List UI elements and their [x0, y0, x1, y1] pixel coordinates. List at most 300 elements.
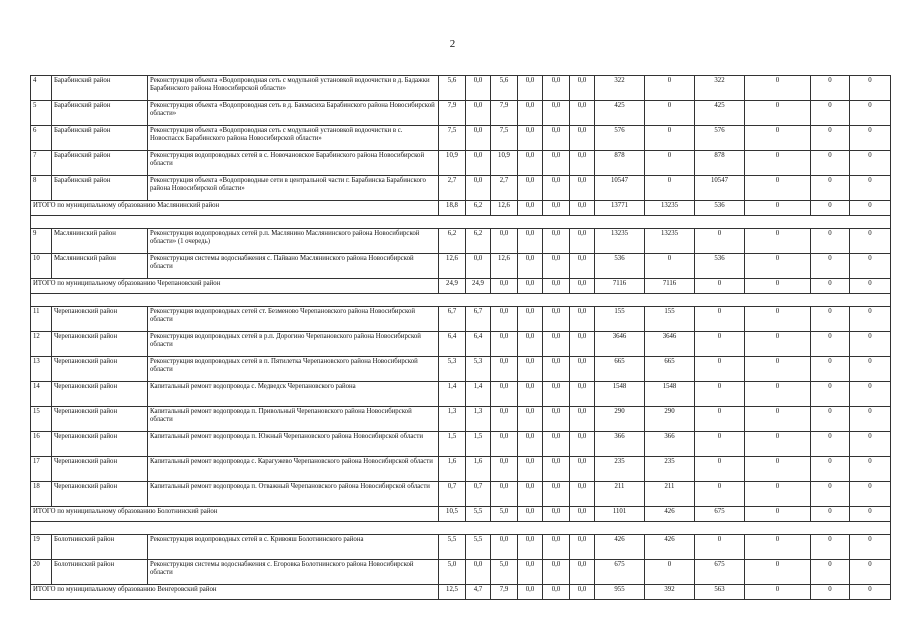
district-cell: Барабинский район — [52, 76, 148, 101]
value-cell: 0,0 — [466, 101, 491, 126]
value-cell: 0 — [811, 457, 850, 482]
district-cell: Болотнинский район — [52, 535, 148, 560]
table-row — [31, 357, 891, 382]
value-cell: 13235 — [645, 201, 695, 216]
value-cell: 0,0 — [518, 201, 543, 216]
value-cell: 0,0 — [570, 229, 595, 254]
value-cell: 0 — [745, 560, 811, 585]
value-cell: 0,0 — [570, 432, 595, 457]
value-cell: 0 — [850, 585, 891, 600]
row-number-cell: 5 — [31, 101, 52, 126]
value-cell: 0,0 — [570, 382, 595, 407]
value-cell: 10547 — [695, 176, 745, 201]
value-cell: 0,0 — [570, 407, 595, 432]
value-cell: 290 — [645, 407, 695, 432]
value-cell: 0 — [745, 535, 811, 560]
value-cell: 426 — [595, 535, 645, 560]
value-cell: 0,0 — [570, 560, 595, 585]
value-cell: 0 — [745, 482, 811, 507]
spacer-row — [31, 294, 891, 307]
value-cell: 12,5 — [439, 585, 466, 600]
value-cell: 0 — [850, 254, 891, 279]
value-cell: 7,5 — [439, 126, 466, 151]
value-cell: 7,9 — [439, 101, 466, 126]
value-cell: 18,8 — [439, 201, 466, 216]
value-cell: 0 — [811, 254, 850, 279]
value-cell: 12,6 — [491, 254, 518, 279]
spacer-cell — [31, 294, 891, 307]
description-cell: Капитальный ремонт водопровода с. Карагужево Черепановского района Новосибирской области — [148, 457, 439, 482]
spacer-row — [31, 522, 891, 535]
value-cell: 576 — [695, 126, 745, 151]
value-cell: 0 — [645, 176, 695, 201]
value-cell: 0,0 — [570, 279, 595, 294]
value-cell: 10,9 — [491, 151, 518, 176]
district-cell: Черепановский район — [52, 482, 148, 507]
value-cell: 1,3 — [466, 407, 491, 432]
district-cell: Черепановский район — [52, 332, 148, 357]
value-cell: 392 — [645, 585, 695, 600]
description-cell: Реконструкция объекта «Водопроводная сеть с модульной установкой водоочистки в с. Новоспасск Барабинского района Новосибирской области» — [148, 126, 439, 151]
value-cell: 536 — [695, 254, 745, 279]
value-cell: 235 — [595, 457, 645, 482]
value-cell: 0,0 — [570, 357, 595, 382]
description-cell: Реконструкция водопроводных сетей ст. Безменово Черепановского района Новосибирской области — [148, 307, 439, 332]
value-cell: 0 — [811, 151, 850, 176]
value-cell: 665 — [645, 357, 695, 382]
row-number-cell: 20 — [31, 560, 52, 585]
value-cell: 7,5 — [491, 126, 518, 151]
value-cell: 0,0 — [543, 407, 570, 432]
value-cell: 0,0 — [466, 151, 491, 176]
value-cell: 0,0 — [543, 560, 570, 585]
value-cell: 536 — [695, 201, 745, 216]
row-number-cell: 9 — [31, 229, 52, 254]
value-cell: 13235 — [645, 229, 695, 254]
value-cell: 0 — [811, 279, 850, 294]
value-cell: 0 — [745, 126, 811, 151]
description-cell: Капитальный ремонт водопровода п. Южный Черепановского района Новосибирской области — [148, 432, 439, 457]
value-cell: 0 — [850, 229, 891, 254]
value-cell: 0,0 — [570, 457, 595, 482]
value-cell: 0 — [645, 126, 695, 151]
value-cell: 0,0 — [491, 535, 518, 560]
district-cell: Барабинский район — [52, 176, 148, 201]
value-cell: 0,0 — [518, 432, 543, 457]
table-row — [31, 151, 891, 176]
value-cell: 5,0 — [491, 507, 518, 522]
value-cell: 0,0 — [491, 382, 518, 407]
value-cell: 1,3 — [439, 407, 466, 432]
value-cell: 0,0 — [466, 176, 491, 201]
value-cell: 0 — [745, 332, 811, 357]
value-cell: 0 — [745, 279, 811, 294]
description-cell: Реконструкция водопроводных сетей в п. Пятилетка Черепановского района Новосибирской области — [148, 357, 439, 382]
value-cell: 6,2 — [466, 201, 491, 216]
value-cell: 24,9 — [466, 279, 491, 294]
value-cell: 0 — [850, 151, 891, 176]
value-cell: 0 — [850, 560, 891, 585]
value-cell: 3646 — [645, 332, 695, 357]
value-cell: 0,0 — [466, 254, 491, 279]
value-cell: 0 — [745, 407, 811, 432]
value-cell: 0 — [745, 457, 811, 482]
value-cell: 5,0 — [439, 560, 466, 585]
district-cell: Черепановский район — [52, 407, 148, 432]
value-cell: 1,4 — [439, 382, 466, 407]
description-cell: Реконструкция водопроводных сетей в р.п. Дорогино Черепановского района Новосибирской области — [148, 332, 439, 357]
value-cell: 13235 — [595, 229, 645, 254]
table-body — [31, 76, 891, 600]
value-cell: 3646 — [595, 332, 645, 357]
value-cell: 0 — [811, 307, 850, 332]
value-cell: 0,0 — [543, 535, 570, 560]
value-cell: 1,5 — [466, 432, 491, 457]
row-number-cell: 4 — [31, 76, 52, 101]
value-cell: 0 — [745, 432, 811, 457]
table-row — [31, 307, 891, 332]
description-cell: Капитальный ремонт водопровода п. Отважный Черепановского района Новосибирской области — [148, 482, 439, 507]
value-cell: 0,0 — [466, 76, 491, 101]
district-cell: Барабинский район — [52, 151, 148, 176]
value-cell: 6,4 — [439, 332, 466, 357]
value-cell: 6,4 — [466, 332, 491, 357]
table-row — [31, 76, 891, 101]
value-cell: 0,0 — [518, 382, 543, 407]
value-cell: 0,0 — [491, 357, 518, 382]
value-cell: 0,0 — [570, 507, 595, 522]
value-cell: 0 — [745, 229, 811, 254]
value-cell: 0 — [850, 201, 891, 216]
value-cell: 7116 — [595, 279, 645, 294]
description-cell: Капитальный ремонт водопровода п. Привольный Черепановского района Новосибирской области — [148, 407, 439, 432]
value-cell: 0,0 — [543, 332, 570, 357]
value-cell: 0 — [811, 407, 850, 432]
value-cell: 155 — [645, 307, 695, 332]
value-cell: 6,7 — [439, 307, 466, 332]
value-cell: 0 — [645, 101, 695, 126]
row-number-cell: 19 — [31, 535, 52, 560]
value-cell: 0,0 — [570, 535, 595, 560]
district-cell: Барабинский район — [52, 126, 148, 151]
value-cell: 5,6 — [439, 76, 466, 101]
value-cell: 563 — [695, 585, 745, 600]
table-row — [31, 407, 891, 432]
value-cell: 0 — [745, 76, 811, 101]
value-cell: 0 — [745, 382, 811, 407]
value-cell: 0,0 — [543, 457, 570, 482]
value-cell: 0 — [745, 201, 811, 216]
value-cell: 0,0 — [543, 229, 570, 254]
value-cell: 0 — [811, 507, 850, 522]
value-cell: 4,7 — [466, 585, 491, 600]
value-cell: 0,0 — [570, 126, 595, 151]
value-cell: 425 — [595, 101, 645, 126]
value-cell: 0,0 — [543, 482, 570, 507]
value-cell: 0,0 — [518, 76, 543, 101]
value-cell: 0,0 — [491, 482, 518, 507]
description-cell: Реконструкция системы водоснабжения с. Егоровка Болотнинского района Новосибирской области — [148, 560, 439, 585]
value-cell: 0 — [811, 201, 850, 216]
value-cell: 665 — [595, 357, 645, 382]
district-cell: Черепановский район — [52, 457, 148, 482]
value-cell: 0,0 — [543, 585, 570, 600]
value-cell: 0,0 — [570, 254, 595, 279]
value-cell: 1101 — [595, 507, 645, 522]
value-cell: 0,0 — [543, 151, 570, 176]
value-cell: 0 — [850, 332, 891, 357]
value-cell: 0,0 — [518, 229, 543, 254]
value-cell: 878 — [695, 151, 745, 176]
value-cell: 7116 — [645, 279, 695, 294]
value-cell: 5,6 — [491, 76, 518, 101]
value-cell: 0 — [695, 307, 745, 332]
value-cell: 0,0 — [518, 560, 543, 585]
table-row — [31, 457, 891, 482]
value-cell: 0 — [811, 176, 850, 201]
table-row — [31, 332, 891, 357]
value-cell: 0,0 — [491, 307, 518, 332]
value-cell: 0,0 — [466, 126, 491, 151]
district-cell: Болотнинский район — [52, 560, 148, 585]
value-cell: 7,9 — [491, 101, 518, 126]
value-cell: 0,0 — [518, 151, 543, 176]
table-row — [31, 229, 891, 254]
value-cell: 0,7 — [466, 482, 491, 507]
value-cell: 0,0 — [570, 482, 595, 507]
value-cell: 0,0 — [518, 332, 543, 357]
value-cell: 10547 — [595, 176, 645, 201]
row-number-cell: 14 — [31, 382, 52, 407]
value-cell: 24,9 — [439, 279, 466, 294]
description-cell: Реконструкция объекта «Водопроводная сеть с модульной установкой водоочистки в д. Бадажки Барабинского района Новосибирской области» — [148, 76, 439, 101]
value-cell: 0,0 — [491, 229, 518, 254]
row-number-cell: 18 — [31, 482, 52, 507]
value-cell: 0,0 — [518, 357, 543, 382]
value-cell: 0 — [850, 382, 891, 407]
value-cell: 425 — [695, 101, 745, 126]
district-cell: Маслянинский район — [52, 229, 148, 254]
description-cell: Реконструкция объекта «Водопроводная сеть в д. Бакмасиха Барабинского района Новосибирской области» — [148, 101, 439, 126]
value-cell: 0 — [811, 101, 850, 126]
value-cell: 0 — [850, 76, 891, 101]
district-cell: Маслянинский район — [52, 254, 148, 279]
value-cell: 0,0 — [491, 407, 518, 432]
table-row — [31, 535, 891, 560]
value-cell: 155 — [595, 307, 645, 332]
value-cell: 5,0 — [491, 560, 518, 585]
value-cell: 0 — [645, 151, 695, 176]
value-cell: 0 — [645, 560, 695, 585]
total-label-cell: ИТОГО по муниципальному образованию Венгеровский район — [31, 585, 439, 600]
value-cell: 0 — [745, 176, 811, 201]
value-cell: 0,0 — [570, 585, 595, 600]
value-cell: 0,0 — [491, 332, 518, 357]
description-cell: Реконструкция водопроводных сетей в с. Новочановское Барабинского района Новосибирской области — [148, 151, 439, 176]
spacer-row — [31, 216, 891, 229]
table-row — [31, 432, 891, 457]
value-cell: 0 — [745, 307, 811, 332]
value-cell: 0 — [850, 279, 891, 294]
value-cell: 0 — [850, 432, 891, 457]
description-cell: Реконструкция водопроводных сетей в с. Кривояш Болотнинского района — [148, 535, 439, 560]
value-cell: 0,0 — [518, 585, 543, 600]
value-cell: 1,6 — [466, 457, 491, 482]
value-cell: 211 — [645, 482, 695, 507]
district-cell: Барабинский район — [52, 101, 148, 126]
row-number-cell: 17 — [31, 457, 52, 482]
value-cell: 0,0 — [518, 279, 543, 294]
value-cell: 878 — [595, 151, 645, 176]
value-cell: 0,0 — [543, 382, 570, 407]
value-cell: 0 — [811, 332, 850, 357]
value-cell: 235 — [645, 457, 695, 482]
value-cell: 0 — [645, 254, 695, 279]
value-cell: 6,2 — [439, 229, 466, 254]
value-cell: 0 — [850, 176, 891, 201]
description-cell: Капитальный ремонт водопровода с. Медведск Черепановского района — [148, 382, 439, 407]
value-cell: 0,0 — [518, 457, 543, 482]
table-row — [31, 482, 891, 507]
value-cell: 0 — [850, 126, 891, 151]
value-cell: 0,0 — [518, 407, 543, 432]
value-cell: 0,0 — [518, 176, 543, 201]
value-cell: 0 — [850, 101, 891, 126]
value-cell: 0 — [745, 101, 811, 126]
value-cell: 366 — [595, 432, 645, 457]
value-cell: 0,0 — [543, 76, 570, 101]
value-cell: 1,6 — [439, 457, 466, 482]
value-cell: 0,0 — [518, 126, 543, 151]
value-cell: 0 — [695, 382, 745, 407]
value-cell: 576 — [595, 126, 645, 151]
total-row — [31, 279, 891, 294]
value-cell: 0 — [695, 535, 745, 560]
value-cell: 0 — [811, 535, 850, 560]
value-cell: 5,5 — [466, 535, 491, 560]
value-cell: 0,0 — [491, 457, 518, 482]
total-row — [31, 585, 891, 600]
value-cell: 0 — [811, 382, 850, 407]
value-cell: 0 — [811, 126, 850, 151]
value-cell: 0 — [695, 457, 745, 482]
value-cell: 7,9 — [491, 585, 518, 600]
value-cell: 0 — [745, 151, 811, 176]
value-cell: 290 — [595, 407, 645, 432]
value-cell: 0 — [850, 457, 891, 482]
value-cell: 0,0 — [518, 254, 543, 279]
value-cell: 0,0 — [518, 482, 543, 507]
row-number-cell: 11 — [31, 307, 52, 332]
value-cell: 0,0 — [570, 332, 595, 357]
value-cell: 2,7 — [439, 176, 466, 201]
value-cell: 0,0 — [518, 535, 543, 560]
table-row — [31, 382, 891, 407]
value-cell: 0 — [850, 407, 891, 432]
value-cell: 0,0 — [543, 357, 570, 382]
district-cell: Черепановский район — [52, 382, 148, 407]
value-cell: 5,5 — [439, 535, 466, 560]
spacer-cell — [31, 522, 891, 535]
value-cell: 6,7 — [466, 307, 491, 332]
row-number-cell: 6 — [31, 126, 52, 151]
value-cell: 0,0 — [543, 126, 570, 151]
value-cell: 5,3 — [439, 357, 466, 382]
value-cell: 6,2 — [466, 229, 491, 254]
value-cell: 0 — [850, 507, 891, 522]
value-cell: 0 — [695, 482, 745, 507]
description-cell: Реконструкция объекта «Водопроводные сети в центральной части г. Барабинска Барабинского района Новосибирской области» — [148, 176, 439, 201]
row-number-cell: 8 — [31, 176, 52, 201]
value-cell: 0 — [695, 229, 745, 254]
table-row — [31, 101, 891, 126]
value-cell: 536 — [595, 254, 645, 279]
row-number-cell: 16 — [31, 432, 52, 457]
value-cell: 1548 — [645, 382, 695, 407]
value-cell: 1,4 — [466, 382, 491, 407]
value-cell: 1,5 — [439, 432, 466, 457]
value-cell: 0,0 — [466, 560, 491, 585]
total-label-cell: ИТОГО по муниципальному образованию Болотнинский район — [31, 507, 439, 522]
row-number-cell: 13 — [31, 357, 52, 382]
water-projects-table — [30, 75, 891, 600]
value-cell: 0 — [850, 357, 891, 382]
total-label-cell: ИТОГО по муниципальному образованию Маслянинский район — [31, 201, 439, 216]
value-cell: 0,0 — [570, 76, 595, 101]
value-cell: 0 — [695, 332, 745, 357]
value-cell: 0 — [811, 560, 850, 585]
value-cell: 0,0 — [518, 507, 543, 522]
value-cell: 0 — [850, 535, 891, 560]
value-cell: 0,0 — [543, 176, 570, 201]
value-cell: 366 — [645, 432, 695, 457]
table-row — [31, 176, 891, 201]
value-cell: 0,0 — [570, 101, 595, 126]
value-cell: 1548 — [595, 382, 645, 407]
value-cell: 0,0 — [570, 151, 595, 176]
value-cell: 0,0 — [491, 279, 518, 294]
value-cell: 0,0 — [543, 432, 570, 457]
value-cell: 0,7 — [439, 482, 466, 507]
value-cell: 5,5 — [466, 507, 491, 522]
page-number: 2 — [449, 38, 456, 50]
value-cell: 0,0 — [570, 176, 595, 201]
value-cell: 10,5 — [439, 507, 466, 522]
value-cell: 0 — [811, 432, 850, 457]
value-cell: 0,0 — [491, 432, 518, 457]
value-cell: 0 — [745, 585, 811, 600]
table-row — [31, 254, 891, 279]
value-cell: 0 — [811, 357, 850, 382]
value-cell: 0 — [695, 357, 745, 382]
value-cell: 0,0 — [543, 307, 570, 332]
table-row — [31, 126, 891, 151]
value-cell: 211 — [595, 482, 645, 507]
value-cell: 0 — [645, 76, 695, 101]
value-cell: 0 — [811, 76, 850, 101]
value-cell: 0 — [745, 357, 811, 382]
value-cell: 0,0 — [518, 101, 543, 126]
value-cell: 12,6 — [491, 201, 518, 216]
value-cell: 0 — [695, 432, 745, 457]
value-cell: 0 — [745, 507, 811, 522]
row-number-cell: 12 — [31, 332, 52, 357]
district-cell: Черепановский район — [52, 432, 148, 457]
value-cell: 0 — [850, 307, 891, 332]
value-cell: 0,0 — [543, 201, 570, 216]
total-row — [31, 201, 891, 216]
value-cell: 0,0 — [543, 279, 570, 294]
